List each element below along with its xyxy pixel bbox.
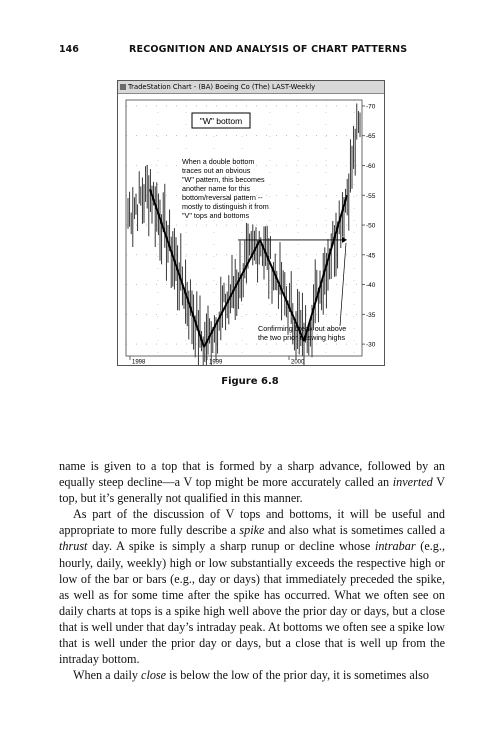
- paragraph-2: As part of the discussion of V tops and bottoms, it will be useful and appropriate to more fully describe a spike and also what is sometimes called a thrust day. A spike is simply a sharp runup or decline whose intrabar (e.g., hourly, daily, weekly) high or low substantially exceeds the respective high or low of the bar or bars (e.g., day or days) that immediately preceded the spike, as well as for some time after the spike has occurred. What we often see on daily charts at tops is a spike high well above the prior day or days, but a close that is well under that day’s intraday peak. At bottoms we often see a spike low that is well under the prior day or days, but a close that is well up from the intraday bottom.: [59, 507, 446, 667]
- chart-window-title: TradeStation Chart - (BA) Boeing Co (The) LAST-Weekly: [128, 83, 316, 91]
- chart-window: [117, 80, 385, 366]
- annotation-line: mostly to distinguish it from: [182, 202, 269, 211]
- figure-caption: Figure 6.8: [221, 376, 279, 387]
- y-tick-label: -70: [366, 103, 376, 111]
- page-number: 146: [59, 44, 79, 55]
- annotation-line: Confirming break out above: [258, 324, 347, 333]
- annotation-line: traces out an obvious: [182, 166, 251, 175]
- y-tick-label: -65: [366, 133, 376, 141]
- annotation-line: "V" tops and bottoms: [182, 211, 250, 220]
- breakout-arrow-head: [342, 237, 347, 243]
- annotation-line: bottom/reversal pattern --: [182, 193, 263, 202]
- paragraph-1: name is given to a top that is formed by a sharp advance, followed by an equally steep decline—a V top might be more accurately called an inverted V top, but it’s generally not qualified in this manner.: [59, 459, 445, 506]
- x-tick-label: 2000: [291, 359, 305, 365]
- body-text: [59, 458, 445, 683]
- annotation-line: another name for this: [182, 184, 250, 193]
- chart-titlebar: [118, 81, 384, 94]
- w-bottom-label: "W" bottom: [199, 116, 243, 126]
- annotation-leader-line: [340, 243, 346, 326]
- y-tick-label: -45: [366, 252, 376, 260]
- y-tick-label: -55: [366, 192, 376, 200]
- y-tick-label: -40: [366, 282, 376, 290]
- annotation-line: the two prior upswing highs: [258, 333, 346, 342]
- x-tick-label: 1999: [209, 359, 223, 365]
- y-tick-label: -35: [366, 311, 376, 319]
- annotation-line: When a double bottom: [182, 157, 255, 166]
- running-title: RECOGNITION AND ANALYSIS OF CHART PATTERNS: [129, 44, 408, 55]
- annotation-line: "W" pattern, this becomes: [182, 175, 265, 184]
- y-tick-label: -30: [366, 341, 376, 349]
- paragraph-3: When a daily close is below the low of the prior day, it is sometimes also: [73, 668, 429, 683]
- y-tick-label: -60: [366, 162, 376, 170]
- y-tick-label: -50: [366, 222, 376, 230]
- x-tick-label: 1998: [132, 359, 146, 365]
- price-chart: [118, 94, 384, 365]
- app-icon: [120, 84, 126, 90]
